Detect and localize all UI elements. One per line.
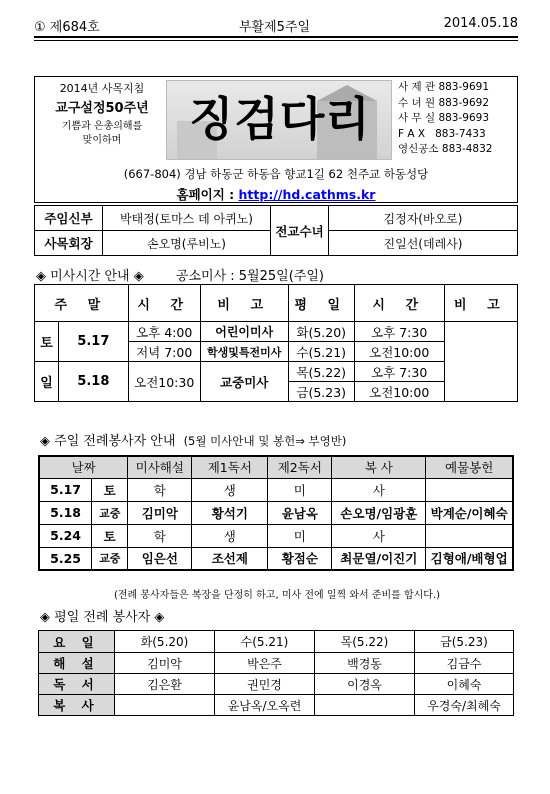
col-weekend: 주 말 xyxy=(35,285,129,322)
cell: 황점순 xyxy=(268,547,332,570)
contact-office: 사 무 실 883-9693 xyxy=(398,112,489,124)
cell: 권민경 xyxy=(215,674,315,695)
cell: 미 xyxy=(268,478,332,501)
col-fri: 금(5.23) xyxy=(415,631,514,653)
parish-address: (667-804) 경남 하동군 하동읍 향교1길 62 천주교 하동성당 xyxy=(123,167,429,181)
row-date: 5.18 xyxy=(39,501,92,524)
weekday-day: 목(5.22) xyxy=(288,362,354,382)
col-note-1: 비 고 xyxy=(200,285,288,322)
liturgical-week: 부활제5주일 xyxy=(239,20,311,35)
cell: 윤남옥 xyxy=(268,501,332,524)
contact-mission: 영신공소 883-4832 xyxy=(398,143,493,155)
table-row xyxy=(39,478,513,501)
row-label: 해 설 xyxy=(39,653,115,674)
cell: 미 xyxy=(268,524,332,547)
cell: 손오명/임광훈 xyxy=(332,501,426,524)
weekday-time: 오후 7:30 xyxy=(354,322,444,342)
cell: 박계순/이혜숙 xyxy=(426,501,513,524)
row-day: 토 xyxy=(92,478,128,501)
motto-line-3a: 기쁨과 은총의해를 xyxy=(61,121,143,132)
contact-convent: 수 녀 원 883-9692 xyxy=(398,96,489,109)
pastor-name: 박태정(토마스 데 아퀴노) xyxy=(103,206,271,231)
mass-title: ◈ 미사시간 안내 ◈ xyxy=(36,269,144,284)
sunday-service-title xyxy=(40,430,346,449)
cell xyxy=(115,695,215,716)
col-wed: 수(5.21) xyxy=(215,631,315,653)
mass-time: 오후 4:00 xyxy=(128,322,200,342)
catechist-label: 전교수녀 xyxy=(271,206,329,256)
top-header xyxy=(34,12,518,34)
catechist-name-2: 진일선(데레사) xyxy=(329,231,518,256)
cell: 사 xyxy=(332,524,426,547)
row-date: 5.25 xyxy=(39,547,92,570)
col-reading-1: 제1독서 xyxy=(192,456,268,478)
col-thu: 목(5.22) xyxy=(315,631,415,653)
table-row xyxy=(39,653,514,674)
masthead-banner xyxy=(166,80,392,160)
weekend-day: 일 xyxy=(35,362,59,402)
mass-note: 학생및특전미사 xyxy=(200,342,288,362)
cell: 박은주 xyxy=(215,653,315,674)
table-row xyxy=(39,674,514,695)
pastoral-motto xyxy=(44,82,160,147)
cell: 김형애/배형업 xyxy=(426,547,513,570)
cell: 김은환 xyxy=(115,674,215,695)
mass-schedule-table xyxy=(34,284,518,402)
cell: 생 xyxy=(192,524,268,547)
mass-time: 오전10:30 xyxy=(128,362,200,402)
col-date: 날짜 xyxy=(39,456,128,478)
homepage-label: 홈페이지 : xyxy=(176,187,239,202)
council-label: 사목회장 xyxy=(35,231,103,256)
cell: 김미악 xyxy=(128,501,192,524)
top-rule xyxy=(34,36,518,38)
mass-time: 저녁 7:00 xyxy=(128,342,200,362)
weekend-date: 5.17 xyxy=(59,322,129,362)
cell: 이혜숙 xyxy=(415,674,514,695)
row-label: 독 서 xyxy=(39,674,115,695)
staff-table xyxy=(34,205,518,256)
council-name: 손오명(루비노) xyxy=(103,231,271,256)
motto-line-2: 교구설정50주년 xyxy=(55,100,149,116)
top-rule-thin xyxy=(34,40,518,41)
mass-section-title xyxy=(36,265,324,284)
newsletter-title: 징검다리 xyxy=(189,92,371,146)
weekday-time: 오전10:00 xyxy=(354,342,444,362)
cell xyxy=(315,695,415,716)
cell: 황석기 xyxy=(192,501,268,524)
issue-date: 2014.05.18 xyxy=(443,16,518,31)
table-row xyxy=(39,547,513,570)
cell: 학 xyxy=(128,478,192,501)
table-row xyxy=(39,695,514,716)
row-date: 5.17 xyxy=(39,478,92,501)
sunday-subtitle: (5월 미사안내 및 봉헌⇒ 부영반) xyxy=(183,434,347,448)
sunday-service-table xyxy=(38,455,514,571)
col-reading-2: 제2독서 xyxy=(268,456,332,478)
motto-line-1: 2014년 사목지침 xyxy=(59,82,145,95)
cell: 이경옥 xyxy=(315,674,415,695)
cell: 백경동 xyxy=(315,653,415,674)
cell: 사 xyxy=(332,478,426,501)
sunday-title: ◈ 주일 전례봉사자 안내 xyxy=(40,434,176,449)
catechist-name-1: 김정자(바오로) xyxy=(329,206,518,231)
homepage-line xyxy=(40,185,512,203)
issue-number: ① 제684호 xyxy=(34,20,100,35)
col-time-2: 시 간 xyxy=(354,285,444,322)
mass-note: 어린이미사 xyxy=(200,322,288,342)
pastor-label: 주임신부 xyxy=(35,206,103,231)
weekday-service-table xyxy=(38,630,514,716)
cell: 윤남옥/오옥련 xyxy=(215,695,315,716)
weekend-day: 토 xyxy=(35,322,59,362)
cell: 우경숙/최혜숙 xyxy=(415,695,514,716)
cell: 김금수 xyxy=(415,653,514,674)
col-time-1: 시 간 xyxy=(128,285,200,322)
table-row xyxy=(39,524,513,547)
contact-rectory: 사 제 관 883-9691 xyxy=(398,81,489,93)
cell: 김미악 xyxy=(115,653,215,674)
row-day: 교중 xyxy=(92,501,128,524)
homepage-link[interactable]: http://hd.cathms.kr xyxy=(238,187,376,202)
cell: 조선제 xyxy=(192,547,268,570)
table-row xyxy=(39,501,513,524)
cell: 임은선 xyxy=(128,547,192,570)
col-weekday: 평 일 xyxy=(288,285,354,322)
cell: 최문열/이진기 xyxy=(332,547,426,570)
cell: 생 xyxy=(192,478,268,501)
col-commentary: 미사해설 xyxy=(128,456,192,478)
weekday-service-title: ◈ 평일 전례 봉사자 ◈ xyxy=(40,610,165,625)
mass-note: 교중미사 xyxy=(200,362,288,402)
cell xyxy=(426,524,513,547)
weekday-note xyxy=(444,322,517,402)
contact-list xyxy=(398,80,516,158)
col-tue: 화(5.20) xyxy=(115,631,215,653)
weekend-date: 5.18 xyxy=(59,362,129,402)
row-day: 교중 xyxy=(92,547,128,570)
weekday-day: 화(5.20) xyxy=(288,322,354,342)
weekday-day: 금(5.23) xyxy=(288,382,354,402)
row-label: 복 사 xyxy=(39,695,115,716)
cell: 학 xyxy=(128,524,192,547)
weekday-day: 수(5.21) xyxy=(288,342,354,362)
cell xyxy=(426,478,513,501)
contact-fax: F A X 883-7433 xyxy=(398,127,486,140)
service-note: (전례 봉사자들은 복장을 단정히 하고, 미사 전에 일찍 와서 준비를 합시다.) xyxy=(113,590,441,601)
col-dayname: 요 일 xyxy=(39,631,115,653)
row-day: 토 xyxy=(92,524,128,547)
col-server: 복 사 xyxy=(332,456,426,478)
mission-mass-note: 공소미사 : 5월25일(주일) xyxy=(175,269,324,284)
weekday-time: 오후 7:30 xyxy=(354,362,444,382)
motto-line-3b: 맞이하며 xyxy=(82,134,122,146)
col-note-2: 비 고 xyxy=(444,285,517,322)
row-date: 5.24 xyxy=(39,524,92,547)
col-offering: 예물봉헌 xyxy=(426,456,513,478)
weekday-time: 오전10:00 xyxy=(354,382,444,402)
